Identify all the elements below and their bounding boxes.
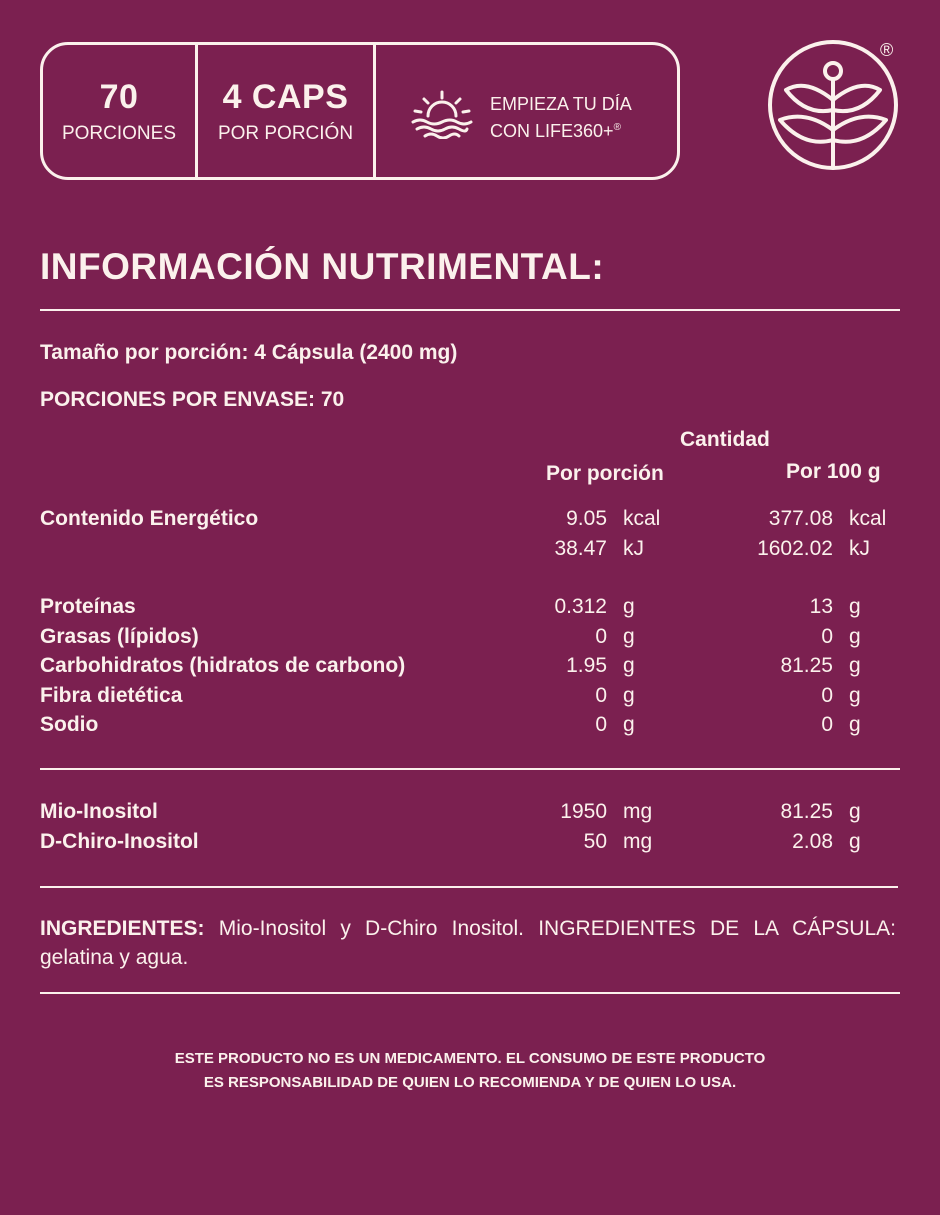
nutrient-per-portion: 0 — [595, 624, 607, 648]
nutrient-per-100g: 13 — [809, 595, 833, 618]
ingredients-text: Mio-Inositol y D-Chiro Inositol. INGREDIENTES DE LA CÁPSULA: gelatina y agua. — [40, 917, 896, 969]
caps-value: 4 CAPS — [222, 77, 349, 116]
disclaimer-line-1: ESTE PRODUCTO NO ES UN MEDICAMENTO. EL CONSUMO DE ESTE PRODUCTO — [174, 1050, 766, 1067]
nutrient-unit-portion: g — [623, 683, 635, 707]
nutrient-per-100g: 0 — [821, 624, 833, 648]
servings-per-container: PORCIONES POR ENVASE: 70 — [40, 388, 345, 411]
sunrise-icon — [409, 89, 475, 139]
info-badge-box — [40, 42, 680, 180]
energy-kj-100: 1602.02 — [757, 537, 833, 560]
ingredients-label: INGREDIENTES: — [40, 917, 205, 940]
disclaimer-line-2: ES RESPONSABILIDAD DE QUIEN LO RECOMIENDA Y DE QUIEN LO USA. — [203, 1074, 737, 1091]
nutrient-unit-100g: g — [849, 595, 861, 618]
energy-label: Contenido Energético — [40, 507, 259, 530]
nutrient-unit-portion: g — [623, 595, 635, 618]
caps-badge — [198, 45, 373, 177]
per-100g-header: Por 100 g — [786, 460, 881, 483]
energy-kj-unit-100: kJ — [849, 537, 870, 560]
nutrient-unit-100g: g — [849, 830, 861, 853]
nutrient-per-portion: 0 — [595, 713, 607, 736]
slogan-line-2: CON LIFE360+ — [490, 121, 614, 141]
nutrient-per-portion: 50 — [583, 830, 607, 853]
divider — [40, 886, 898, 888]
nutrient-label: Grasas (lípidos) — [40, 624, 199, 648]
nutrient-per-100g: 0 — [821, 683, 833, 707]
registered-mark: ® — [880, 40, 894, 60]
nutrient-label: Mio-Inositol — [40, 800, 158, 823]
nutrient-unit-100g: g — [849, 624, 861, 648]
nutrient-unit-100g: g — [849, 713, 861, 736]
nutrient-per-portion: 1.95 — [566, 654, 607, 677]
nutrient-per-portion: 1950 — [560, 800, 607, 823]
nutrient-per-100g: 81.25 — [780, 800, 833, 823]
nutrient-label: D-Chiro-Inositol — [40, 830, 199, 853]
nutrient-unit-portion: g — [623, 654, 635, 677]
badge-divider — [373, 45, 376, 177]
nutrient-per-100g: 0 — [821, 713, 833, 736]
nutrient-unit-portion: g — [623, 713, 635, 736]
ingredients — [40, 914, 896, 972]
portions-badge — [43, 45, 195, 177]
per-portion-header: Por porción — [546, 462, 664, 485]
nutrient-label: Sodio — [40, 713, 99, 736]
slogan — [490, 92, 632, 143]
divider — [40, 768, 900, 770]
nutrient-unit-portion: mg — [623, 800, 653, 823]
energy-kj-portion: 38.47 — [554, 537, 607, 560]
serving-size: Tamaño por porción: 4 Cápsula (2400 mg) — [40, 341, 458, 364]
quantity-header: Cantidad — [680, 428, 770, 451]
energy-kcal-unit-100: kcal — [849, 507, 887, 530]
slogan-registered-mark: ® — [613, 122, 621, 133]
energy-kj-unit: kJ — [623, 537, 644, 560]
nutrient-per-100g: 2.08 — [792, 830, 833, 853]
energy-kcal-100: 377.08 — [768, 507, 833, 530]
nutrient-per-portion: 0 — [595, 683, 607, 707]
page-title: INFORMACIÓN NUTRIMENTAL: — [40, 246, 605, 287]
energy-kcal-portion: 9.05 — [566, 507, 607, 530]
nutrient-per-portion: 0.312 — [554, 595, 607, 618]
nutrient-unit-portion: g — [623, 624, 635, 648]
nutrient-unit-100g: g — [849, 654, 861, 677]
nutrient-label: Fibra dietética — [40, 683, 183, 707]
divider — [40, 992, 900, 994]
energy-kcal-unit: kcal — [623, 507, 661, 530]
nutrient-label: Carbohidratos (hidratos de carbono) — [40, 654, 406, 677]
nutrient-unit-100g: g — [849, 683, 861, 707]
disclaimer — [40, 1047, 900, 1095]
nutrient-per-100g: 81.25 — [780, 654, 833, 677]
portions-label: PORCIONES — [61, 122, 177, 144]
nutrient-unit-100g: g — [849, 800, 861, 823]
divider — [40, 309, 900, 311]
portions-value: 70 — [99, 77, 139, 116]
slogan-line-1: EMPIEZA TU DÍA — [490, 94, 632, 114]
nutrient-label: Proteínas — [40, 595, 136, 618]
caps-label: POR PORCIÓN — [217, 122, 354, 144]
nutrient-unit-portion: mg — [623, 830, 653, 853]
